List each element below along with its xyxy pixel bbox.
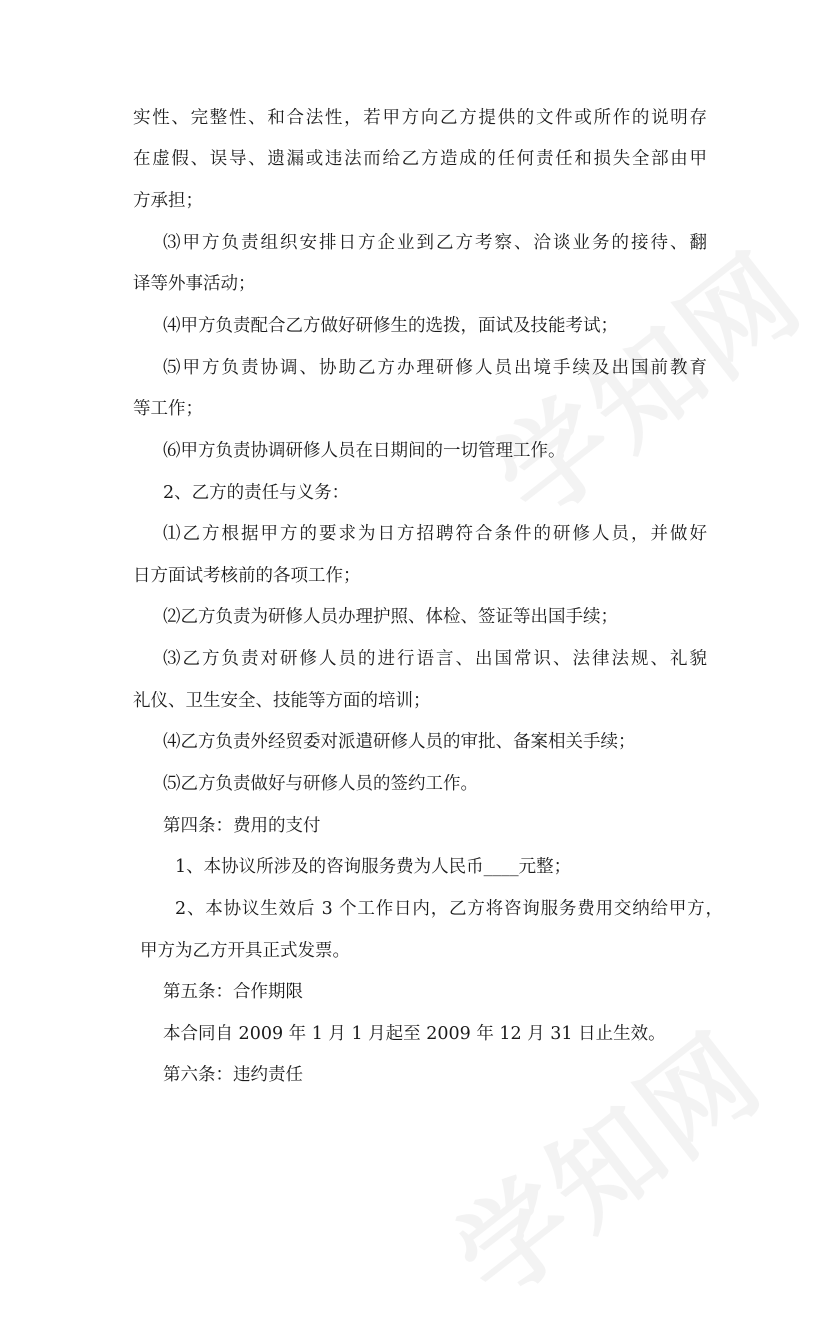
article-heading: 第六条：违约责任 [163, 1065, 303, 1085]
article-heading: 第四条：费用的支付 [163, 816, 321, 836]
paragraph-line: ⑷甲方负责配合乙方做好研修生的选拨，面试及技能考试； [163, 316, 618, 336]
paragraph-line: ⑷乙方负责外经贸委对派遣研修人员的审批、备案相关手续； [163, 732, 636, 752]
watermark [458, 210, 830, 549]
paragraph-line: 等工作； [133, 399, 203, 419]
article-heading: 第五条：合作期限 [163, 982, 303, 1002]
paragraph-line: 甲方为乙方开具正式发票。 [140, 941, 350, 961]
paragraph-line: ⑵乙方负责为研修人员办理护照、体检、签证等出国手续； [163, 607, 618, 627]
paragraph-line: 译等外事活动； [133, 274, 256, 294]
paragraph-line: ⑹甲方负责协调研修人员在日期间的一切管理工作。 [163, 441, 566, 461]
paragraph-line: 实性、完整性、和合法性，若甲方向乙方提供的文件或所作的说明存 [133, 108, 707, 128]
paragraph-line: 日方面试考核前的各项工作； [133, 566, 361, 586]
paragraph-line: 方承担； [133, 191, 203, 211]
section-heading: 2、乙方的责任与义务： [163, 483, 350, 503]
paragraph-line: ⑸甲方负责协调、协助乙方办理研修人员出境手续及出国前教育 [163, 358, 707, 378]
paragraph-line: ⑶甲方负责组织安排日方企业到乙方考察、洽谈业务的接待、翻 [163, 233, 707, 253]
paragraph-line: 本合同自 2009 年 1 月 1 月起至 2009 年 12 月 31 日止生效。 [163, 1024, 666, 1044]
paragraph-line: ⑸乙方负责做好与研修人员的签约工作。 [163, 774, 478, 794]
paragraph-line: ⑴乙方根据甲方的要求为日方招聘符合条件的研修人员，并做好 [163, 524, 707, 544]
paragraph-line: 2、本协议生效后 3 个工作日内，乙方将咨询服务费用交纳给甲方， [175, 899, 723, 919]
paragraph-line: 在虚假、误导、遗漏或违法而给乙方造成的任何责任和损失全部由甲 [133, 149, 707, 169]
paragraph-line: 礼仪、卫生安全、技能等方面的培训； [133, 691, 431, 711]
paragraph-line: ⑶乙方负责对研修人员的进行语言、出国常识、法律法规、礼貌 [163, 649, 707, 669]
paragraph-line: 1、本协议所涉及的咨询服务费为人民币____元整； [175, 857, 572, 877]
